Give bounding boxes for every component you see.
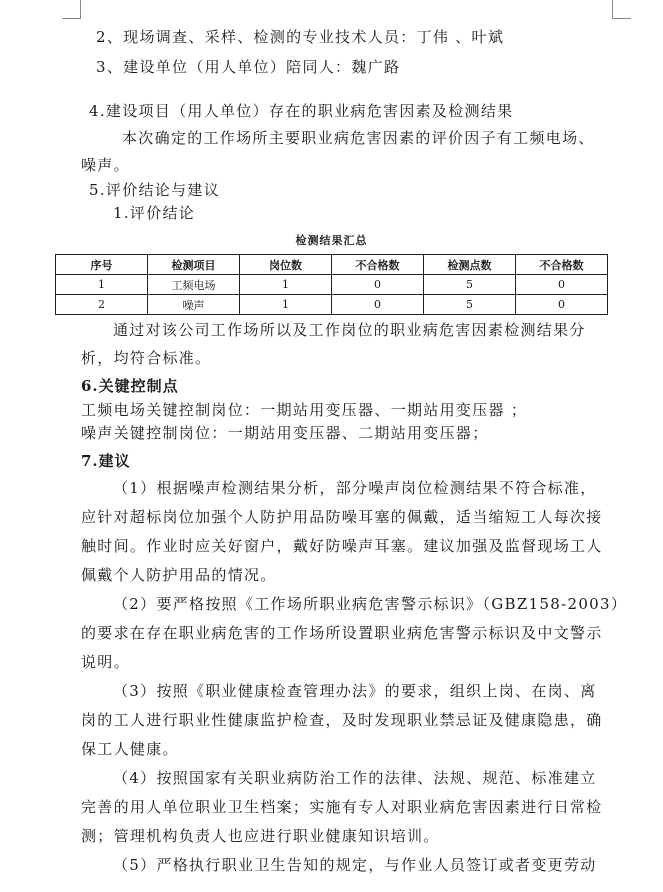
crop-mark-top-left — [62, 0, 81, 19]
crop-mark-top-right — [612, 0, 631, 19]
advice-4-line-1: （4）按照国家有关职业病防治工作的法律、法规、规范、标准建立 — [113, 769, 597, 787]
control-point-line-2: 噪声关键控制岗位：一期站用变压器、二期站用变压器； — [81, 424, 489, 442]
table-row — [56, 275, 608, 295]
advice-2-line-3: 说明。 — [81, 653, 130, 671]
control-point-line-1: 工频电场关键控制岗位：一期站用变压器、一期站用变压器 ； — [81, 401, 528, 419]
escort-line: 3、建设单位（用人单位）陪同人：魏广路 — [96, 58, 401, 76]
surveyor-line: 2、现场调查、采样、检测的专业技术人员：丁伟 、叶斌 — [96, 28, 505, 46]
table-cell: 0 — [516, 295, 608, 315]
section-6-heading: 6.关键控制点 — [81, 377, 179, 395]
advice-1-line-3: 触时间。作业时应关好窗户，戴好防噪声耳塞。建议加强及监督现场工人 — [81, 537, 603, 555]
header-cell: 序号 — [56, 255, 148, 275]
advice-1-line-2: 应针对超标岗位加强个人防护用品防噪耳塞的佩戴，适当缩短工人每次接 — [81, 508, 603, 526]
table-cell: 0 — [332, 295, 424, 315]
subsection-1-heading: 1.评价结论 — [113, 204, 196, 222]
header-cell: 不合格数 — [516, 255, 608, 275]
table-cell: 0 — [516, 275, 608, 295]
header-cell: 检测项目 — [148, 255, 240, 275]
table-row — [56, 295, 608, 315]
advice-3-line-3: 保工人健康。 — [81, 740, 179, 758]
table-cell: 噪声 — [148, 295, 240, 315]
advice-1-line-4: 佩戴个人防护用品的情况。 — [81, 566, 277, 584]
table-cell: 2 — [56, 295, 148, 315]
factor-paragraph-line-2: 噪声。 — [81, 156, 130, 174]
results-table — [55, 254, 608, 315]
advice-4-line-3: 测；管理机构负责人也应进行职业健康知识培训。 — [81, 827, 440, 845]
header-cell: 检测点数 — [424, 255, 516, 275]
conclusion-line-2: 析，均符合标准。 — [81, 349, 212, 367]
table-cell: 0 — [332, 275, 424, 295]
factor-paragraph-line-1: 本次确定的工作场所主要职业病危害因素的评价因子有工频电场、 — [122, 129, 595, 147]
conclusion-line-1: 通过对该公司工作场所以及工作岗位的职业病危害因素检测结果分 — [113, 321, 586, 339]
advice-2-line-1: （2）要严格按照《工作场所职业病危害警示标识》（GBZ158-2003） — [113, 595, 628, 613]
table-cell: 1 — [56, 275, 148, 295]
table-cell: 5 — [424, 295, 516, 315]
table-header-row — [56, 255, 608, 275]
table-cell: 1 — [240, 275, 332, 295]
advice-1-line-1: （1）根据噪声检测结果分析，部分噪声岗位检测结果不符合标准， — [113, 479, 597, 497]
header-cell: 不合格数 — [332, 255, 424, 275]
table-cell: 工频电场 — [148, 275, 240, 295]
advice-2-line-2: 的要求在存在职业病危害的工作场所设置职业病危害警示标识及中文警示 — [81, 624, 603, 642]
advice-4-line-2: 完善的用人单位职业卫生档案；实施有专人对职业病危害因素进行日常检 — [81, 798, 603, 816]
advice-5-line-1: （5）严格执行职业卫生告知的规定，与作业人员签订或者变更劳动 — [113, 856, 597, 874]
advice-3-line-1: （3）按照《职业健康检查管理办法》的要求，组织上岗、在岗、离 — [113, 682, 597, 700]
section-7-heading: 7.建议 — [81, 452, 131, 470]
header-cell: 岗位数 — [240, 255, 332, 275]
section-5-heading: 5.评价结论与建议 — [89, 181, 221, 199]
table-cell: 5 — [424, 275, 516, 295]
table-cell: 1 — [240, 295, 332, 315]
advice-3-line-2: 岗的工人进行职业性健康监护检查，及时发现职业禁忌证及健康隐患，确 — [81, 711, 603, 729]
section-4-heading: 4.建设项目（用人单位）存在的职业病危害因素及检测结果 — [89, 102, 514, 120]
table-caption: 检测结果汇总 — [295, 234, 368, 247]
